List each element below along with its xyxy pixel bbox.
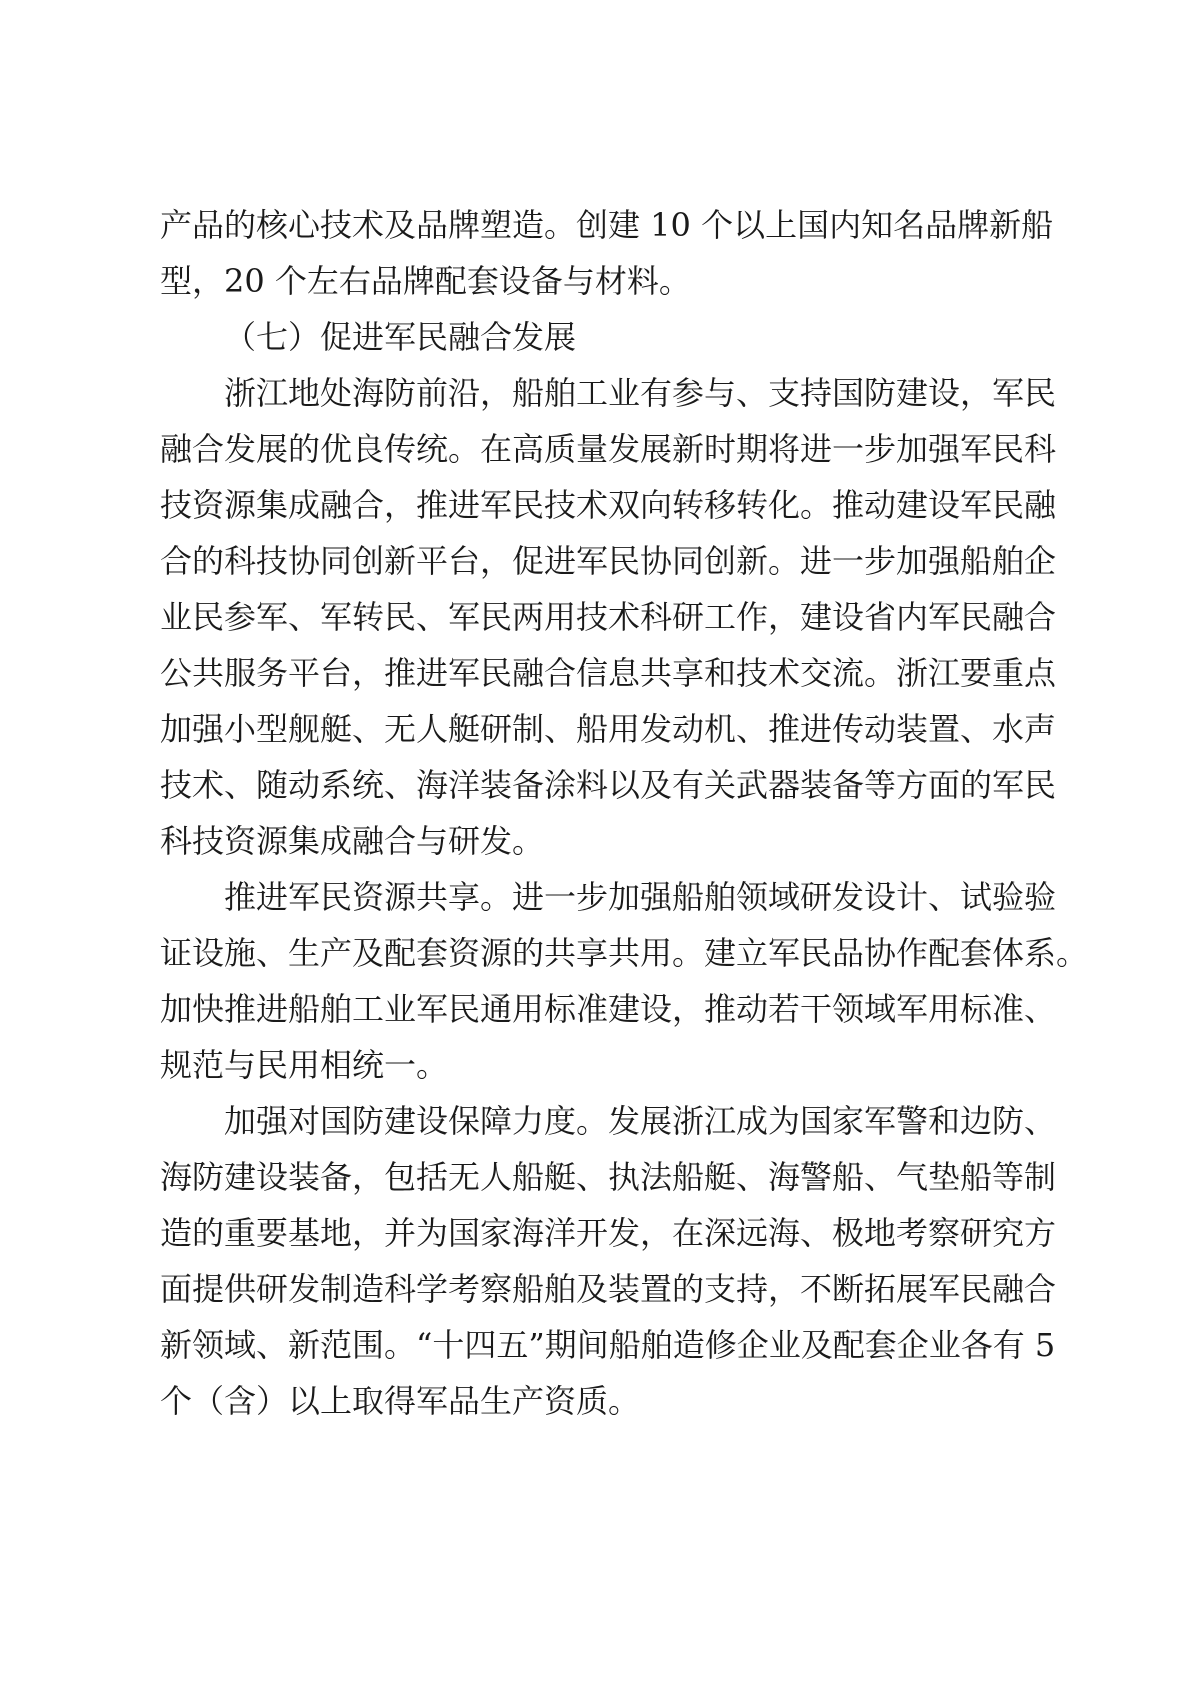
text-line: 造的重要基地，并为国家海洋开发，在深远海、极地考察研究方 xyxy=(160,1214,1057,1252)
text-line: 公共服务平台，推进军民融合信息共享和技术交流。浙江要重点 xyxy=(160,654,1057,692)
text-line: 型，20 个左右品牌配套设备与材料。 xyxy=(160,262,691,300)
section-heading: （七）促进军民融合发展 xyxy=(224,318,577,356)
text-line: 浙江地处海防前沿，船舶工业有参与、支持国防建设，军民 xyxy=(224,374,1057,412)
text-line: 面提供研发制造科学考察船舶及装置的支持，不断拓展军民融合 xyxy=(160,1270,1057,1308)
text-line: 证设施、生产及配套资源的共享共用。建立军民品协作配套体系。 xyxy=(160,934,1089,972)
text-line: 融合发展的优良传统。在高质量发展新时期将进一步加强军民科 xyxy=(160,430,1057,468)
text-line: 加快推进船舶工业军民通用标准建设，推动若干领域军用标准、 xyxy=(160,990,1057,1028)
text-line: 推进军民资源共享。进一步加强船舶领域研发设计、试验验 xyxy=(224,878,1057,916)
text-line: 新领域、新范围。“十四五”期间船舶造修企业及配套企业各有 5 xyxy=(160,1326,1056,1364)
text-line: 业民参军、军转民、军民两用技术科研工作，建设省内军民融合 xyxy=(160,598,1057,636)
text-line: 合的科技协同创新平台，促进军民协同创新。进一步加强船舶企 xyxy=(160,542,1057,580)
text-line: 技术、随动系统、海洋装备涂料以及有关武器装备等方面的军民 xyxy=(160,766,1057,804)
text-line: 规范与民用相统一。 xyxy=(160,1046,449,1084)
text-line: 个（含）以上取得军品生产资质。 xyxy=(160,1382,641,1420)
text-line: 技资源集成融合，推进军民技术双向转移转化。推动建设军民融 xyxy=(160,486,1057,524)
text-line: 科技资源集成融合与研发。 xyxy=(160,822,545,860)
text-line: 产品的核心技术及品牌塑造。创建 10 个以上国内知名品牌新船 xyxy=(160,206,1054,244)
text-line: 海防建设装备，包括无人船艇、执法船艇、海警船、气垫船等制 xyxy=(160,1158,1057,1196)
text-line: 加强小型舰艇、无人艇研制、船用发动机、推进传动装置、水声 xyxy=(160,710,1057,748)
text-line: 加强对国防建设保障力度。发展浙江成为国家军警和边防、 xyxy=(224,1102,1057,1140)
